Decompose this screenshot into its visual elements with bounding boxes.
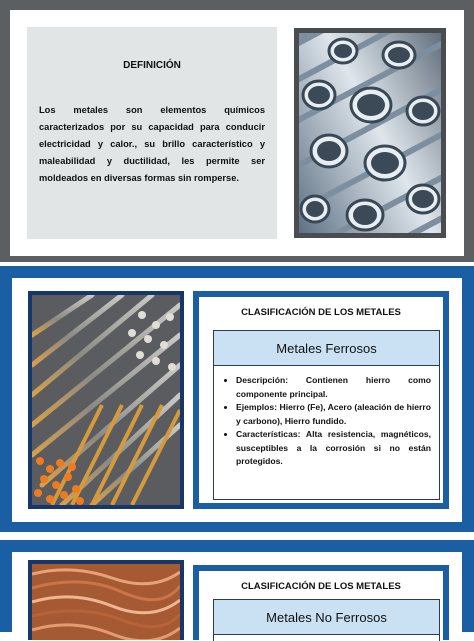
- steel-pipes-photo: [299, 33, 441, 233]
- classification-box: [199, 571, 443, 640]
- rebar-photo: [32, 295, 180, 505]
- definition-panel: [27, 27, 277, 239]
- list-item: • Descripción: Contienen hierro como componente principal.: [236, 374, 431, 401]
- non-ferrous-card-title: Metales No Ferrosos: [214, 600, 439, 635]
- slide-non-ferrous-content: [12, 552, 462, 632]
- classification-frame: [193, 565, 449, 640]
- slide-ferrous-content: [12, 278, 462, 522]
- slide-non-ferrous: [0, 540, 474, 632]
- ferrous-list: [214, 366, 439, 469]
- copper-photo-frame: [28, 560, 184, 640]
- steel-pipes-photo-frame: [294, 28, 446, 238]
- definition-text: Los metales son elementos químicos caracterizados por su capacidad para conducir electricidad y calor., su brillo característico y maleabilidad y ductilidad, les permite ser moldeados en diversas formas sin romperse.: [39, 105, 265, 183]
- slide-definition: [0, 0, 474, 262]
- slide-ferrous: [0, 266, 474, 532]
- slide-definition-content: [10, 10, 464, 256]
- non-ferrous-card: [213, 599, 440, 641]
- list-item: • Ejemplos: Hierro (Fe), Acero (aleación de hierro y carbono), Hierro fundido.: [236, 401, 431, 428]
- ferrous-card: [213, 330, 440, 500]
- ferrous-card-title: Metales Ferrosos: [214, 331, 439, 366]
- classification-frame: [193, 291, 449, 509]
- classification-box: [199, 297, 443, 503]
- classification-title: CLASIFICACIÓN DE LOS METALES: [241, 581, 401, 592]
- definition-title: DEFINICIÓN: [123, 60, 181, 71]
- copper-wire-photo: [32, 564, 180, 640]
- classification-title: CLASIFICACIÓN DE LOS METALES: [241, 307, 401, 318]
- list-item: • Características: Alta resistencia, magnéticos, susceptibles a la corrosión si no están protegidos.: [236, 428, 431, 469]
- rebar-photo-frame: [28, 291, 184, 509]
